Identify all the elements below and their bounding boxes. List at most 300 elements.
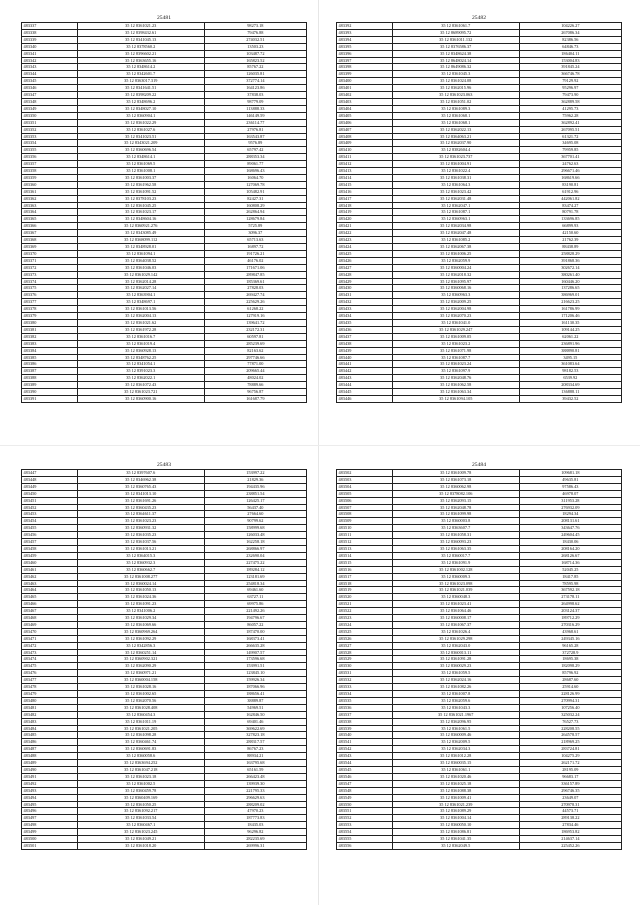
row-id-cell: 483368 (22, 237, 78, 244)
row-code-cell: 35 12 8361026.4 (392, 628, 519, 635)
row-code-cell: 35 12 8360928.13 (77, 347, 204, 354)
row-id-cell: 483527 (337, 642, 393, 649)
row-code-cell: 35 12 8361029.298 (392, 635, 519, 642)
row-id-cell: 483362 (22, 195, 78, 202)
row-value-cell: 208334.69 (519, 382, 621, 389)
row-value-cell: 297746.66 (204, 354, 306, 361)
table-row (22, 188, 307, 195)
row-value-cell: 96756.87 (204, 389, 306, 396)
table-row (22, 559, 307, 566)
row-id-cell: 483538 (337, 718, 393, 725)
table-row (337, 794, 622, 801)
row-value-cell: 27976.81 (204, 126, 306, 133)
row-value-cell: 97586.43 (519, 483, 621, 490)
row-value-cell: 267086.34 (519, 29, 621, 36)
row-id-cell: 483432 (337, 299, 393, 306)
row-code-cell: 35 12 8361023.721 (77, 389, 204, 396)
table-row (22, 395, 307, 402)
row-code-cell: 35 12 8361099.98 (392, 511, 519, 518)
row-value-cell: 3495.15 (519, 354, 621, 361)
row-value-cell: 372728.9 (519, 649, 621, 656)
row-id-cell: 483468 (22, 615, 78, 622)
table-row (337, 112, 622, 119)
row-value-cell: 343647.76 (519, 525, 621, 532)
row-code-cell: 35 12 8362022.1 (77, 375, 204, 382)
row-code-cell: 35 12 8341054.1 (77, 361, 204, 368)
table-row (337, 552, 622, 559)
row-value-cell: 249604.45 (519, 532, 621, 539)
row-value-cell: 56437.40 (204, 504, 306, 511)
row-code-cell: 35 12 8361068.1 (392, 119, 519, 126)
row-code-cell: 35 12 8348614.1 (77, 154, 204, 161)
table-row (22, 375, 307, 382)
row-id-cell: 483376 (22, 292, 78, 299)
row-id-cell: 483417 (337, 195, 393, 202)
row-code-cell: 35 12 8382604.4 (392, 147, 519, 154)
row-value-cell: 274032.51 (204, 36, 306, 43)
row-id-cell: 483453 (22, 511, 78, 518)
row-id-cell: 483436 (337, 326, 393, 333)
row-id-cell: 483347 (22, 92, 78, 99)
table-row (337, 587, 622, 594)
row-id-cell: 483531 (337, 670, 393, 677)
table-row (337, 389, 622, 396)
row-value-cell: 266635.28 (204, 642, 306, 649)
table-row (22, 525, 307, 532)
row-id-cell: 483486 (22, 739, 78, 746)
row-id-cell: 483528 (337, 649, 393, 656)
row-id-cell: 483550 (337, 801, 393, 808)
data-table (336, 469, 622, 850)
table-row (337, 147, 622, 154)
row-value-cell: 98182.53 (519, 368, 621, 375)
row-code-cell: 35 12 8362048.76 (392, 375, 519, 382)
table-row (22, 739, 307, 746)
row-value-cell: 52045.25 (519, 566, 621, 573)
row-value-cell: 77871.00 (204, 361, 306, 368)
page-divider-vertical (318, 0, 319, 905)
row-code-cell: 35 12 8360068.16 (392, 285, 519, 292)
row-code-cell: 35 12 8361023.245 (77, 829, 204, 836)
table-row (337, 71, 622, 78)
row-id-cell: 483512 (337, 539, 393, 546)
row-id-cell: 483428 (337, 271, 393, 278)
row-id-cell: 483556 (337, 842, 393, 849)
row-id-cell: 483489 (22, 760, 78, 767)
table-row (22, 532, 307, 539)
row-code-cell: 35 12 8360900.16 (77, 395, 204, 402)
table-row (22, 780, 307, 787)
row-code-cell: 35 12 8361021.1967 (392, 711, 519, 718)
row-value-cell: 209665.44 (204, 368, 306, 375)
row-id-cell: 483384 (22, 347, 78, 354)
table-row (337, 635, 622, 642)
table-row (22, 57, 307, 64)
table-row (337, 271, 622, 278)
row-code-cell: 35 12 8361008.1 (77, 168, 204, 175)
row-id-cell: 483374 (22, 278, 78, 285)
row-code-cell: 35 12 8361962.58 (77, 181, 204, 188)
row-value-cell: 164123.86 (204, 85, 306, 92)
table-row (337, 202, 622, 209)
row-id-cell: 483519 (337, 587, 393, 594)
row-code-cell: 35 12 8361095.97 (392, 278, 519, 285)
row-id-cell: 483532 (337, 677, 393, 684)
row-value-cell: 109681.18 (519, 470, 621, 477)
row-value-cell: 80791.78 (519, 209, 621, 216)
table-row (337, 580, 622, 587)
table-row (22, 794, 307, 801)
row-code-cell: 35 12 8361021.039 (392, 587, 519, 594)
row-code-cell: 35 12 8362024.16 (392, 677, 519, 684)
row-value-cell: 269996.31 (204, 842, 306, 849)
table-row (22, 264, 307, 271)
table-row (337, 697, 622, 704)
row-code-cell: 35 12 8360932.3 (77, 559, 204, 566)
row-id-cell: 483478 (22, 684, 78, 691)
row-code-cell: 35 12 8361047.218 (77, 766, 204, 773)
row-value-cell: 69975.86 (204, 601, 306, 608)
row-id-cell: 483463 (22, 580, 78, 587)
table-row (22, 299, 307, 306)
row-id-cell: 483444 (337, 382, 393, 389)
row-code-cell: 35 12 8361007.8 (392, 691, 519, 698)
row-id-cell: 483451 (22, 497, 78, 504)
row-code-cell: 35 12 8361003.37 (77, 174, 204, 181)
row-value-cell: 78595.98 (519, 580, 621, 587)
row-value-cell: 63727.11 (204, 594, 306, 601)
row-code-cell: 35 12 8361012.28 (392, 753, 519, 760)
row-value-cell: 270994.31 (519, 697, 621, 704)
row-id-cell: 483372 (22, 264, 78, 271)
row-code-cell: 35 12 8348027.10 (77, 105, 204, 112)
row-code-cell: 35 12 8361021.23 (77, 23, 204, 30)
table-row (337, 23, 622, 30)
row-value-cell: 194435.96 (204, 483, 306, 490)
table-row (22, 822, 307, 829)
row-code-cell: 35 12 8361069.66 (77, 621, 204, 628)
row-code-cell: 35 12 8378103.23 (77, 195, 204, 202)
row-id-cell: 483450 (22, 490, 78, 497)
row-value-cell: 38889.87 (204, 697, 306, 704)
row-value-cell: 264578.57 (519, 732, 621, 739)
table-row (337, 250, 622, 257)
table-row (22, 306, 307, 313)
table-row (22, 497, 307, 504)
row-id-cell: 483387 (22, 368, 78, 375)
row-code-cell: 35 12 8364063.21 (392, 133, 519, 140)
row-value-cell: 89061.77 (204, 161, 306, 168)
row-id-cell: 483403 (337, 98, 393, 105)
table-row (337, 361, 622, 368)
row-value-cell: 267095.51 (519, 126, 621, 133)
table-row (22, 746, 307, 753)
row-id-cell: 483507 (337, 504, 393, 511)
table-row (22, 704, 307, 711)
row-id-cell: 483474 (22, 656, 78, 663)
table-row (22, 773, 307, 780)
row-id-cell: 483389 (22, 382, 78, 389)
row-code-cell: 35 12 8360029.23 (392, 663, 519, 670)
row-value-cell: 162258.18 (204, 539, 306, 546)
row-id-cell: 483498 (22, 822, 78, 829)
row-code-cell: 35 12 8361063.34 (392, 389, 519, 396)
table-row (22, 539, 307, 546)
row-value-cell: 162846.50 (204, 711, 306, 718)
row-code-cell: 35 12 8361018.20 (77, 842, 204, 849)
row-code-cell: 35 12 8361045.25 (77, 202, 204, 209)
row-id-cell: 483524 (337, 621, 393, 628)
row-value-cell: 128679.84 (204, 216, 306, 223)
row-id-cell: 483517 (337, 573, 393, 580)
row-value-cell: 126425.17 (204, 497, 306, 504)
row-value-cell: 276932.09 (519, 504, 621, 511)
row-id-cell: 483483 (22, 718, 78, 725)
row-code-cell: 35 12 8378560.2 (77, 43, 204, 50)
row-code-cell: 35 12 8361087.1 (392, 209, 519, 216)
row-code-cell: 35 12 8361035.23 (77, 532, 204, 539)
row-value-cell: 27664.60 (204, 511, 306, 518)
row-value-cell: 23649.07 (519, 794, 621, 801)
table-row (337, 490, 622, 497)
row-code-cell: 35 12 8361008.277 (77, 573, 204, 580)
row-value-cell: 126035.81 (204, 71, 306, 78)
data-table (336, 22, 622, 403)
table-row (337, 780, 622, 787)
row-value-cell: 69461.60 (204, 587, 306, 594)
row-value-cell: 88934.21 (204, 753, 306, 760)
row-id-cell: 483355 (22, 147, 78, 154)
row-code-cell: 35 12 8361043.3 (392, 704, 519, 711)
table-row (22, 732, 307, 739)
row-id-cell: 483343 (22, 64, 78, 71)
row-value-cell: 79129.92 (519, 78, 621, 85)
row-code-cell: 35 12 8341006.2 (77, 608, 204, 615)
table-row (337, 559, 622, 566)
row-code-cell: 35 12 8649086.32 (392, 64, 519, 71)
row-id-cell: 483411 (337, 154, 393, 161)
row-code-cell: 35 12 8341013.10 (77, 490, 204, 497)
row-value-cell: 18435.03 (204, 822, 306, 829)
row-code-cell: 35 12 8361011.19 (77, 718, 204, 725)
row-code-cell: 35 12 8342601.7 (77, 71, 204, 78)
row-id-cell: 483394 (337, 36, 393, 43)
row-code-cell: 35 12 8348624.38 (392, 50, 519, 57)
row-value-cell: 79473.90 (519, 92, 621, 99)
row-value-cell: 153004.83 (519, 57, 621, 64)
table-row (337, 518, 622, 525)
table-row (337, 326, 622, 333)
row-value-cell: 83190.81 (519, 181, 621, 188)
row-code-cell: 35 12 8361009.05 (392, 333, 519, 340)
row-id-cell: 483399 (337, 71, 393, 78)
row-code-cell: 35 12 8362018.32 (392, 271, 519, 278)
row-id-cell: 483516 (337, 566, 393, 573)
row-value-cell: 126033.48 (204, 532, 306, 539)
row-value-cell: 288317.57 (204, 739, 306, 746)
row-code-cell: 35 12 8689095.72 (392, 29, 519, 36)
table-row (337, 140, 622, 147)
table-row (22, 161, 307, 168)
row-value-cell: 168619.66 (519, 174, 621, 181)
row-value-cell: 236114.77 (204, 119, 306, 126)
row-code-cell: 35 12 8361023.063 (392, 92, 519, 99)
row-value-cell: 269427.74 (204, 292, 306, 299)
row-code-cell: 35 12 8361049.21 (77, 836, 204, 843)
row-id-cell: 483410 (337, 147, 393, 154)
row-id-cell: 483433 (337, 306, 393, 313)
page-panel-2 (336, 14, 622, 403)
table-row (22, 836, 307, 843)
row-code-cell: 35 12 8360921.276 (77, 223, 204, 230)
table-row (337, 43, 622, 50)
row-code-cell: 35 12 8360696.54 (77, 147, 204, 154)
row-value-cell: 171671.06 (204, 264, 306, 271)
row-code-cell: 35 12 8361009.41 (392, 794, 519, 801)
table-row (337, 601, 622, 608)
table-row (22, 237, 307, 244)
row-value-cell: 268126.67 (519, 552, 621, 559)
row-value-cell: 171206.46 (519, 313, 621, 320)
row-code-cell: 35 12 8363607.7 (392, 525, 519, 532)
row-id-cell: 483377 (22, 299, 78, 306)
table-row (22, 140, 307, 147)
table-row (337, 621, 622, 628)
row-code-cell: 35 12 8361691.26 (77, 497, 204, 504)
row-id-cell: 483379 (22, 313, 78, 320)
table-row (337, 829, 622, 836)
table-row (337, 787, 622, 794)
row-code-cell: 35 12 8361029.34 (77, 615, 204, 622)
table-row (22, 43, 307, 50)
table-row (337, 470, 622, 477)
row-code-cell: 35 12 8360009.46 (392, 732, 519, 739)
row-code-cell: 35 12 8362009.5 (392, 739, 519, 746)
table-row (22, 292, 307, 299)
table-row (337, 746, 622, 753)
row-id-cell: 483544 (337, 760, 393, 767)
row-code-cell: 35 12 8360004.24 (392, 264, 519, 271)
row-code-cell: 35 12 8361022.29 (77, 119, 204, 126)
row-value-cell: 232172.31 (204, 326, 306, 333)
row-code-cell: 35 12 8364038.52 (77, 257, 204, 264)
row-value-cell: 43968.61 (519, 628, 621, 635)
table-row (337, 216, 622, 223)
row-id-cell: 483424 (337, 244, 393, 251)
table-row (337, 174, 622, 181)
row-id-cell: 483493 (22, 787, 78, 794)
row-value-cell: 61321.72 (519, 133, 621, 140)
row-code-cell: 35 12 8362047.1 (392, 202, 519, 209)
row-id-cell: 483473 (22, 649, 78, 656)
table-row (337, 483, 622, 490)
row-id-cell: 483404 (337, 105, 393, 112)
row-code-cell: 35 12 8361091.23 (77, 601, 204, 608)
row-value-cell: 238851.54 (204, 490, 306, 497)
row-code-cell: 35 12 8360931.32 (77, 525, 204, 532)
row-code-cell: 35 12 8361058.31 (392, 532, 519, 539)
row-id-cell: 483339 (22, 36, 78, 43)
row-code-cell: 35 12 8361045.3 (392, 71, 519, 78)
row-code-cell: 35 12 8391023.3 (77, 368, 204, 375)
row-value-cell: 161786.99 (519, 306, 621, 313)
row-id-cell: 483350 (22, 112, 78, 119)
row-code-cell: 35 12 8361089.29 (392, 808, 519, 815)
row-value-cell: 139939.30 (204, 780, 306, 787)
row-value-cell: 266423.48 (204, 773, 306, 780)
row-value-cell: 391845.24 (519, 64, 621, 71)
row-id-cell: 483510 (337, 525, 393, 532)
row-code-cell: 35 12 8361028.408 (77, 704, 204, 711)
row-code-cell: 35 12 8361023.23 (77, 518, 204, 525)
row-id-cell: 483425 (337, 250, 393, 257)
row-id-cell: 483555 (337, 836, 393, 843)
table-row (337, 50, 622, 57)
row-code-cell: 35 12 8348614.2 (77, 64, 204, 71)
row-id-cell: 483354 (22, 140, 78, 147)
row-value-cell: 136888.11 (519, 389, 621, 396)
row-value-cell: 82163.62 (204, 347, 306, 354)
row-code-cell: 35 12 8361072.43 (77, 382, 204, 389)
row-id-cell: 483447 (22, 470, 78, 477)
row-value-cell: 191726.21 (204, 250, 306, 257)
row-code-cell: 35 12 8362031.48 (392, 195, 519, 202)
row-code-cell: 35 12 8362067.38 (392, 244, 519, 251)
table-row (22, 368, 307, 375)
row-id-cell: 483467 (22, 608, 78, 615)
row-value-cell: 173596.68 (204, 656, 306, 663)
table-row (22, 389, 307, 396)
row-code-cell: 35 12 8360963.3 (392, 292, 519, 299)
row-code-cell: 35 12 8361094.105 (392, 395, 519, 402)
row-value-cell: 49635.81 (519, 476, 621, 483)
table-row (337, 340, 622, 347)
row-value-cell: 254818.34 (204, 580, 306, 587)
row-code-cell: 35 12 8361046.03 (77, 264, 204, 271)
row-id-cell: 483437 (337, 333, 393, 340)
row-value-cell: 24762.63 (519, 161, 621, 168)
row-code-cell: 35 12 8361064.46 (392, 608, 519, 615)
row-value-cell: 188656.41 (204, 691, 306, 698)
row-id-cell: 483540 (337, 732, 393, 739)
row-id-cell: 483548 (337, 787, 393, 794)
row-id-cell: 483490 (22, 766, 78, 773)
row-id-cell: 483471 (22, 635, 78, 642)
row-value-cell: 187773.83 (204, 815, 306, 822)
table-row (22, 635, 307, 642)
row-value-cell: 18695.38 (519, 656, 621, 663)
row-code-cell: 35 12 8342856.3 (77, 642, 204, 649)
row-code-cell: 35 12 8361062.58 (392, 382, 519, 389)
row-id-cell: 483418 (337, 202, 393, 209)
row-value-cell: 3096.37 (204, 230, 306, 237)
row-id-cell: 483448 (22, 476, 78, 483)
row-code-cell: 35 12 8362047.48 (392, 230, 519, 237)
table-row (22, 257, 307, 264)
table-row (337, 306, 622, 313)
row-code-cell: 35 12 8360035.15 (392, 760, 519, 767)
row-code-cell: 35 12 8362070.23 (392, 313, 519, 320)
row-value-cell: 153991.51 (204, 663, 306, 670)
table-row (22, 319, 307, 326)
row-value-cell: 46176.02 (204, 257, 306, 264)
table-row (22, 340, 307, 347)
row-code-cell: 35 12 8361023.24 (392, 361, 519, 368)
row-id-cell: 483426 (337, 257, 393, 264)
row-id-cell: 483392 (337, 23, 393, 30)
data-table (21, 469, 307, 850)
row-value-cell: 65161.59 (204, 766, 306, 773)
